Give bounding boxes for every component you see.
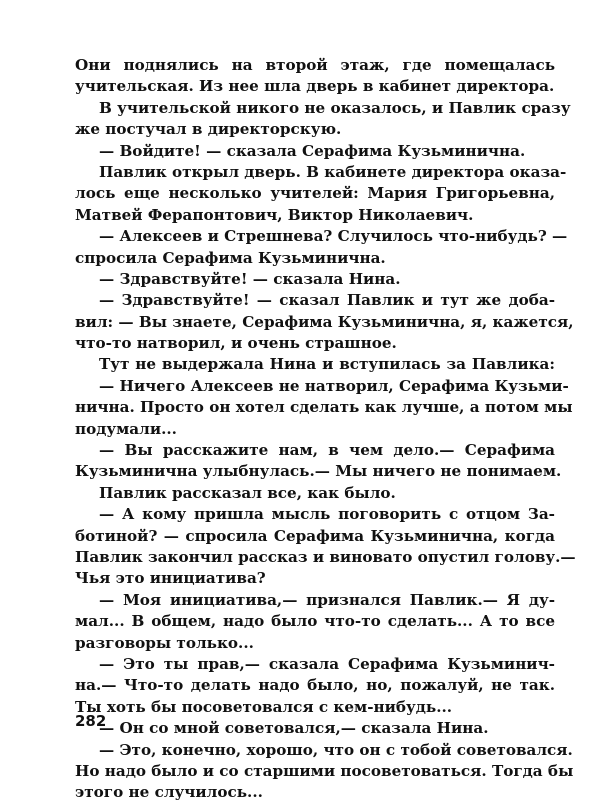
text-line: — А кому пришла мысль поговорить с отцом За-	[99, 505, 555, 524]
text-line: Павлик рассказал все, как было.	[99, 483, 396, 502]
text-line: — Это ты прав,— сказала Серафима Кузьминич-	[99, 654, 555, 673]
text-line: — Здравствуйте! — сказала Нина.	[99, 269, 401, 288]
text-line: нична. Просто он хотел сделать как лучше, а потом мы	[75, 398, 573, 417]
text-line: подумали...	[75, 419, 177, 438]
page-number: 282	[75, 712, 107, 730]
text-line: учительская. Из нее шла дверь в кабинет директора.	[75, 77, 555, 96]
text-line: — Алексеев и Стрешнева? Случилось что-нибудь? —	[99, 227, 568, 246]
text-line: — Вы расскажите нам, в чем дело.— Серафима	[99, 441, 555, 460]
text-line: спросила Серафима Кузьминична.	[75, 248, 386, 267]
text-line: — Здравствуйте! — сказал Павлик и тут же доба-	[99, 291, 555, 310]
text-line: Ты хоть бы посоветовался с кем-нибудь...	[75, 697, 453, 716]
text-line: — Он со мной советовался,— сказала Нина.	[99, 719, 489, 738]
text-line: Павлик закончил рассказ и виновато опустил голову.—	[75, 547, 576, 566]
text-line: Кузьминична улыбнулась.— Мы ничего не понимаем.	[75, 462, 562, 481]
text-line: — Моя инициатива,— признался Павлик.— Я ду-	[99, 590, 555, 609]
text-line: — Это, конечно, хорошо, что он с тобой советовался.	[99, 740, 573, 759]
text-line: Тут не выдержала Нина и вступилась за Павлика:	[99, 355, 555, 374]
text-line: же постучал в директорскую.	[75, 120, 342, 139]
text-line: разговоры только...	[75, 633, 254, 652]
text-line: этого не случилось...	[75, 783, 263, 802]
text-line: Павлик открыл дверь. В кабинете директора оказа-	[99, 162, 567, 181]
text-line: на.— Что-то делать надо было, но, пожалуй, не так.	[75, 676, 555, 695]
text-line: Матвей Ферапонтович, Виктор Николаевич.	[75, 205, 474, 224]
text-line: ботиной? — спросила Серафима Кузьминична, когда	[75, 526, 555, 545]
text-line: — Войдите! — сказала Серафима Кузьминична.	[99, 141, 526, 160]
text-line: Чья это инициатива?	[75, 569, 266, 588]
text-line: — Ничего Алексеев не натворил, Серафима Кузьми-	[99, 376, 569, 395]
body-text	[75, 55, 576, 804]
text-line: лось еще несколько учителей: Мария Григорьевна,	[75, 184, 555, 203]
text-line: В учительской никого не оказалось, и Павлик сразу	[99, 98, 571, 117]
text-line: Они поднялись на второй этаж, где помещалась	[75, 56, 555, 74]
text-line: Но надо было и со старшими посоветоваться. Тогда бы	[75, 761, 574, 780]
text-line: что-то натворил, и очень страшное.	[75, 334, 397, 353]
text-line: вил: — Вы знаете, Серафима Кузьминична, я, кажется,	[75, 312, 574, 331]
text-line: мал... В общем, надо было что-то сделать... А то все	[75, 612, 555, 631]
